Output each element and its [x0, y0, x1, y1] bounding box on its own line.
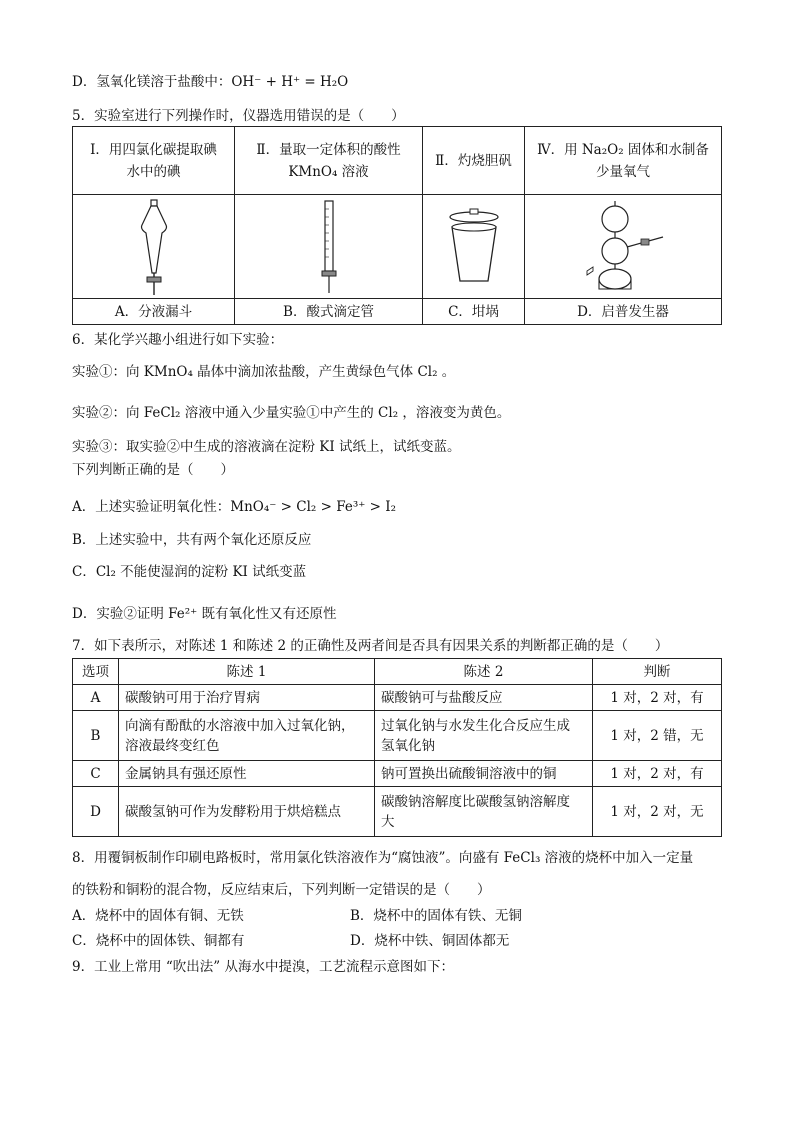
q5-header-1: Ⅰ．用四氯化碳提取碘 水中的碘: [73, 127, 235, 195]
q7-header-statement-1: 陈述 1: [119, 659, 375, 685]
q5-label-row: [73, 299, 722, 325]
q8-option-a: A．烧杯中的固体有铜、无铁: [72, 908, 244, 924]
q4-option-d-equation: OH⁻ + H⁺ = H₂O: [231, 74, 349, 90]
q5-header-row: [73, 127, 722, 195]
q7-header-option: 选项: [73, 659, 119, 685]
q7-stem: 7．如下表所示，对陈述 1 和陈述 2 的正确性及两者间是否具有因果关系的判断都正确的是（ ）: [72, 638, 669, 654]
q6-option-b: B．上述实验中，共有两个氧化还原反应: [72, 532, 312, 548]
acid-burette-icon: [314, 197, 344, 297]
q6-option-c: C．Cl₂ 不能使湿润的淀粉 KI 试纸变蓝: [72, 564, 307, 580]
q7-header-judgement: 判断: [593, 659, 722, 685]
q6-experiment-3: 实验③：取实验②中生成的溶液滴在淀粉 KI 试纸上，试纸变蓝。: [72, 439, 461, 455]
q5-header-3: Ⅱ．灼烧胆矾: [423, 127, 525, 195]
q6-stem: 6．某化学兴趣小组进行如下实验：: [72, 332, 284, 348]
q5-label-a: A．分液漏斗: [73, 299, 235, 325]
crucible-icon: [442, 207, 506, 287]
table-row: C 金属钠具有强还原性 钠可置换出硫酸铜溶液中的铜 1 对，2 对，有: [73, 761, 722, 787]
q6-experiment-1: 实验①：向 KMnO₄ 晶体中滴加浓盐酸，产生黄绿色气体 Cl₂ 。: [72, 364, 456, 380]
q8-stem-line-1: 8．用覆铜板制作印刷电路板时，常用氯化铁溶液作为“腐蚀液”。向盛有 FeCl₃ 溶液的烧杯中加入一定量: [72, 850, 694, 866]
table-row: A 碳酸钠可用于治疗胃病 碳酸钠可与盐酸反应 1 对，2 对，有: [73, 685, 722, 711]
q5-stem: 5．实验室进行下列操作时，仪器选用错误的是（ ）: [72, 108, 405, 124]
q9-stem: 9．工业上常用 “吹出法” 从海水中提溴，工艺流程示意图如下：: [72, 959, 454, 975]
q6-question: 下列判断正确的是（ ）: [72, 462, 234, 478]
q5-header-4: Ⅳ．用 Na₂O₂ 固体和水制备 少量氧气: [525, 127, 722, 195]
q7-statement-table: [72, 658, 722, 837]
separatory-funnel-icon: [134, 197, 174, 297]
q4-option-d-label: D．氢氧化镁溶于盐酸中：: [72, 74, 232, 90]
q8-option-c: C．烧杯中的固体铁、铜都有: [72, 933, 245, 949]
q5-instrument-table: [72, 126, 722, 325]
q5-header-2: Ⅱ．量取一定体积的酸性 KMnO₄ 溶液: [235, 127, 423, 195]
q5-label-c: C．坩埚: [423, 299, 525, 325]
table-row: D 碳酸氢钠可作为发酵粉用于烘焙糕点 碳酸钠溶解度比碳酸氢钠溶解度 大 1 对，2 对，无: [73, 787, 722, 837]
q8-stem-line-2: 的铁粉和铜粉的混合物，反应结束后，下列判断一定错误的是（ ）: [72, 882, 491, 898]
q7-header-row: [73, 659, 722, 685]
table-row: B 向滴有酚酞的水溶液中加入过氧化钠， 溶液最终变红色 过氧化钠与水发生化合反应生成 氢氧化钠 1 对，2 错，无: [73, 711, 722, 761]
q5-label-d: D．启普发生器: [525, 299, 722, 325]
q5-image-row: [73, 195, 722, 299]
q6-option-a: A．上述实验证明氧化性：MnO₄⁻ > Cl₂ > Fe³⁺ > I₂: [72, 499, 397, 515]
kipps-apparatus-icon: [563, 197, 683, 297]
q7-header-statement-2: 陈述 2: [375, 659, 593, 685]
q8-option-b: B．烧杯中的固体有铁、无铜: [350, 908, 522, 924]
q6-option-d: D．实验②证明 Fe²⁺ 既有氧化性又有还原性: [72, 606, 337, 622]
q5-label-b: B．酸式滴定管: [235, 299, 423, 325]
q4-option-d: [72, 72, 348, 92]
q6-experiment-2: 实验②：向 FeCl₂ 溶液中通入少量实验①中产生的 Cl₂ ，溶液变为黄色。: [72, 405, 511, 421]
q8-option-d: D．烧杯中铁、铜固体都无: [350, 933, 510, 949]
